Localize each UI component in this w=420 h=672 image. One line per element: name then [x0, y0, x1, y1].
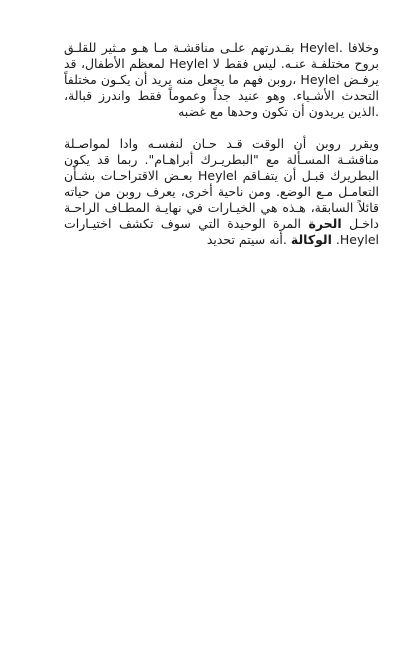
paragraph-2-text-1: ويقرر روبن أن الوقت قـد حـان لنفسـه وادا لمواصـلة مناقشـة المسـألة مع "البطريـرك أبراهـام". ربما قد يكون البطريرك قبـل أن يتفـاقم Heylel بعـض الاقتراحـات بشـأن التعامـل مـع الوضع. ومن ناحية أخرى، يعرف روبن من حياته قائلاً السابقة، هـذه هي الخيـارات في نهايـة المطـاف الراحـة داخـل: [64, 136, 379, 231]
bold-word-agency: الوكالة: [290, 232, 332, 247]
paragraph-2-text-2: المرة الوحيدة التي سوف تكشف اختيـارات Heylel.: [64, 216, 379, 247]
paragraph-1: وخلافا .Heylel بقـدرتهم علـى مناقشـة مـا هـو مـثير للقلـق بروح مختلفـة عنـه. ليس فقط لا Heylel لمعظم الأطفال، قد يرفـض Heylel ،روبن فهم ما يجعل منه يريد أن يكـون مختلفاً التحدث الأشـياء. وهو عنيد جداً وعموماً فقط واندرز قبالة، .الذين يريدون أن تكون وحدها مع غضبه: [64, 40, 379, 119]
paragraph-2: [64, 136, 379, 248]
paragraph-2-text-3: .أنه سيتم تحديد: [206, 232, 291, 247]
bold-word-free: الحرة: [308, 216, 342, 231]
document-body: [64, 40, 379, 264]
